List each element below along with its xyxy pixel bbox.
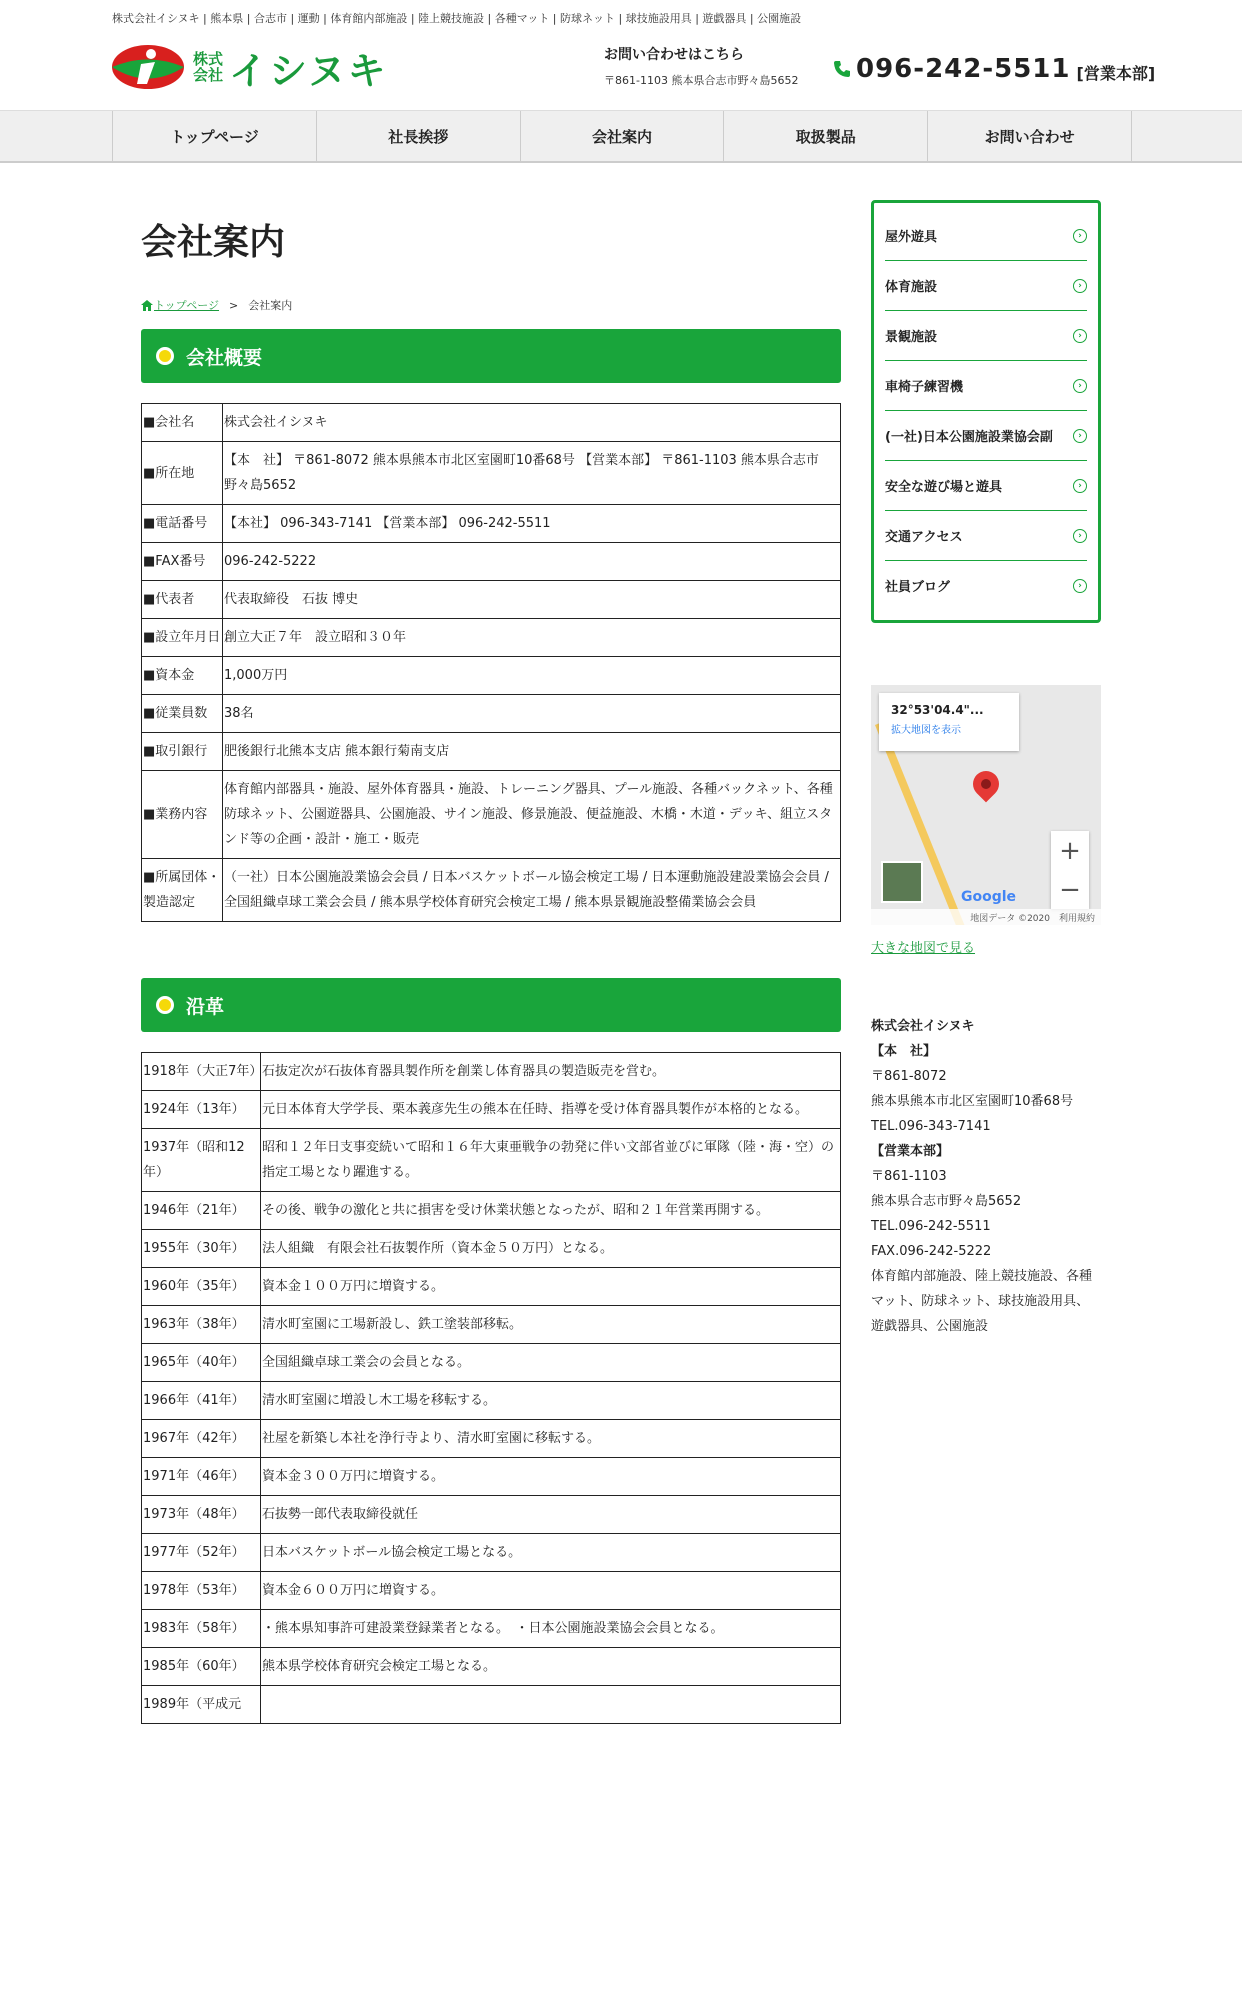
map-pin-icon	[968, 766, 1005, 803]
history-event: その後、戦争の激化と共に損害を受け休業状態となったが、昭和２１年営業再開する。	[261, 1192, 841, 1230]
overview-row	[142, 619, 841, 657]
overview-row	[142, 859, 841, 922]
history-year: 1973年（48年）	[142, 1496, 261, 1534]
history-row	[142, 1053, 841, 1091]
overview-key: ■所在地	[142, 442, 223, 505]
overview-key: ■従業員数	[142, 695, 223, 733]
overview-row	[142, 657, 841, 695]
overview-value: 体育館内部器具・施設、屋外体育器具・施設、トレーニング器具、プール施設、各種バックネット、各種防球ネット、公園遊器具、公園施設、サイン施設、修景施設、便益施設、木橋・木道・デッキ、組立スタンド等の企画・設計・施工・販売	[223, 771, 841, 859]
history-event: 石抜定次が石抜体育器具製作所を創業し体育器具の製造販売を営む。	[261, 1053, 841, 1091]
addr-sales-zip: 〒861-1103	[871, 1169, 947, 1184]
phone-block[interactable]	[832, 54, 1155, 84]
history-row	[142, 1344, 841, 1382]
breadcrumb	[141, 297, 841, 313]
history-event: 熊本県学校体育研究会検定工場となる。	[261, 1648, 841, 1686]
history-row	[142, 1230, 841, 1268]
history-year: 1955年（30年）	[142, 1230, 261, 1268]
history-heading	[141, 978, 841, 1032]
overview-value: 096-242-5222	[223, 543, 841, 581]
main-content	[141, 200, 841, 1724]
sidebar-menu-item[interactable]	[885, 361, 1087, 411]
history-event: 資本金１００万円に増資する。	[261, 1268, 841, 1306]
logo-small-2: 会社	[193, 66, 224, 84]
history-year: 1985年（60年）	[142, 1648, 261, 1686]
history-event: ・熊本県知事許可建設業登録業者となる。 ・日本公園施設業協会会員となる。	[261, 1610, 841, 1648]
sidebar-menu-label: 車椅子練習機	[885, 380, 964, 395]
sidebar-menu-item[interactable]	[885, 511, 1087, 561]
overview-row	[142, 543, 841, 581]
sidebar	[871, 200, 1101, 1339]
map-satellite-toggle[interactable]	[881, 861, 923, 903]
contact-title: お問い合わせはこちら	[604, 47, 744, 63]
breadcrumb-current: 会社案内	[248, 299, 293, 312]
sidebar-menu-item[interactable]	[885, 311, 1087, 361]
history-event: 石抜勢一郎代表取締役就任	[261, 1496, 841, 1534]
overview-value: 1,000万円	[223, 657, 841, 695]
chevron-right-icon: ›	[1073, 479, 1087, 493]
overview-value: （一社）日本公園施設業協会会員 / 日本バスケットボール協会検定工場 / 日本運動施設建設業協会会員 / 全国組織卓球工業会会員 / 熊本県学校体育研究会検定工場 / 熊本県景観施設整備業協会会員	[223, 859, 841, 922]
sidebar-menu-item[interactable]	[885, 561, 1087, 610]
history-year: 1971年（46年）	[142, 1458, 261, 1496]
map-enlarge-link[interactable]: 拡大地図を表示	[891, 725, 961, 736]
nav-top[interactable]: トップページ	[112, 111, 316, 161]
overview-row	[142, 442, 841, 505]
map-google-logo: Google	[961, 889, 1017, 905]
history-event: 日本バスケットボール協会検定工場となる。	[261, 1534, 841, 1572]
overview-key: ■資本金	[142, 657, 223, 695]
history-year: 1918年（大正7年）	[142, 1053, 261, 1091]
sidebar-menu-label: (一社)日本公園施設業協会副	[885, 430, 1053, 445]
overview-key: ■所属団体・製造認定	[142, 859, 223, 922]
company-logo[interactable]	[111, 43, 391, 91]
overview-row	[142, 771, 841, 859]
overview-key: ■電話番号	[142, 505, 223, 543]
sidebar-menu-label: 交通アクセス	[885, 530, 963, 545]
history-event: 昭和１２年日支事変続いて昭和１６年大東亜戦争の勃発に伴い文部省並びに軍隊（陸・海・空）の指定工場となり躍進する。	[261, 1129, 841, 1192]
history-row	[142, 1496, 841, 1534]
sidebar-menu-label: 屋外遊具	[885, 230, 938, 245]
addr-sales-label: 【営業本部】	[871, 1144, 950, 1159]
breadcrumb-home-link[interactable]: トップページ	[154, 299, 220, 312]
history-row	[142, 1458, 841, 1496]
overview-value: 代表取締役 石抜 博史	[223, 581, 841, 619]
map-large-link[interactable]: 大きな地図で見る	[871, 941, 976, 956]
history-row	[142, 1686, 841, 1724]
zoom-in-icon[interactable]: +	[1059, 835, 1081, 866]
overview-value: 肥後銀行北熊本支店 熊本銀行菊南支店	[223, 733, 841, 771]
sidebar-menu-label: 社員ブログ	[885, 580, 951, 595]
addr-sales-tel: TEL.096-242-5511	[871, 1219, 991, 1234]
chevron-right-icon: ›	[1073, 429, 1087, 443]
overview-value: 株式会社イシヌキ	[223, 404, 841, 442]
overview-row	[142, 505, 841, 543]
addr-hq-addr: 熊本県熊本市北区室園町10番68号	[871, 1094, 1074, 1109]
map-info-card	[879, 693, 1019, 751]
logo-small-1: 株式	[193, 50, 224, 68]
addr-sales-addr: 熊本県合志市野々島5652	[871, 1194, 1022, 1209]
contact-block	[604, 44, 798, 88]
history-row	[142, 1129, 841, 1192]
history-row	[142, 1420, 841, 1458]
history-event: 資本金３００万円に増資する。	[261, 1458, 841, 1496]
overview-row	[142, 695, 841, 733]
history-row	[142, 1382, 841, 1420]
nav-products[interactable]: 取扱製品	[723, 111, 927, 161]
logo-mark-icon	[111, 44, 185, 90]
addr-hq-label: 【本 社】	[871, 1044, 937, 1059]
overview-key: ■会社名	[142, 404, 223, 442]
addr-company: 株式会社イシヌキ	[871, 1019, 975, 1034]
heading-dot-icon	[156, 996, 174, 1014]
history-year: 1963年（38年）	[142, 1306, 261, 1344]
overview-value: 【本 社】 〒861-8072 熊本県熊本市北区室園町10番68号 【営業本部】 〒861-1103 熊本県合志市野々島5652	[223, 442, 841, 505]
history-year: 1924年（13年）	[142, 1091, 261, 1129]
overview-key: ■FAX番号	[142, 543, 223, 581]
addr-hq-zip: 〒861-8072	[871, 1069, 947, 1084]
chevron-right-icon: ›	[1073, 329, 1087, 343]
history-event: 全国組織卓球工業会の会員となる。	[261, 1344, 841, 1382]
phone-icon	[832, 59, 852, 79]
history-heading-text: 沿革	[186, 995, 225, 1018]
nav-contact[interactable]: お問い合わせ	[927, 111, 1132, 161]
addr-business: 体育館内部施設、陸上競技施設、各種マット、防球ネット、球技施設用具、遊戯器具、公園施設	[871, 1269, 1093, 1334]
history-row	[142, 1268, 841, 1306]
history-row	[142, 1306, 841, 1344]
sidebar-menu	[871, 200, 1101, 623]
overview-key: ■業務内容	[142, 771, 223, 859]
history-row	[142, 1091, 841, 1129]
history-row	[142, 1610, 841, 1648]
history-event: 清水町室園に工場新設し、鉄工塗装部移転。	[261, 1306, 841, 1344]
history-event: 法人組織 有限会社石抜製作所（資本金５０万円）となる。	[261, 1230, 841, 1268]
sidebar-menu-item[interactable]	[885, 261, 1087, 311]
logo-name: イシヌキ	[229, 48, 388, 93]
map-coordinate: 32°53'04.4"...	[891, 703, 984, 717]
history-event	[261, 1686, 841, 1724]
overview-row	[142, 581, 841, 619]
chevron-right-icon: ›	[1073, 229, 1087, 243]
sidebar-menu-item[interactable]	[885, 211, 1087, 261]
overview-key: ■取引銀行	[142, 733, 223, 771]
chevron-right-icon: ›	[1073, 579, 1087, 593]
history-event: 元日本体育大学学長、栗本義彦先生の熊本在任時、指導を受け体育器具製作が本格的となる。	[261, 1091, 841, 1129]
chevron-right-icon: ›	[1073, 529, 1087, 543]
phone-dept: [営業本部]	[1076, 63, 1156, 83]
history-event: 社屋を新築し本社を浄行寺より、清水町室園に移転する。	[261, 1420, 841, 1458]
chevron-right-icon: ›	[1073, 379, 1087, 393]
zoom-out-icon[interactable]: −	[1059, 874, 1081, 905]
history-year: 1977年（52年）	[142, 1534, 261, 1572]
history-year: 1960年（35年）	[142, 1268, 261, 1306]
home-icon	[141, 300, 153, 311]
addr-sales-fax: FAX.096-242-5222	[871, 1244, 992, 1259]
overview-key: ■設立年月日	[142, 619, 223, 657]
map-embed[interactable]	[871, 685, 1101, 925]
overview-value: 【本社】 096-343-7141 【営業本部】 096-242-5511	[223, 505, 841, 543]
overview-row	[142, 733, 841, 771]
global-nav	[0, 110, 1242, 163]
overview-key: ■代表者	[142, 581, 223, 619]
history-row	[142, 1192, 841, 1230]
history-year: 1967年（42年）	[142, 1420, 261, 1458]
overview-heading-text: 会社概要	[186, 346, 263, 369]
phone-number: 096-242-5511	[856, 54, 1071, 84]
sidebar-address	[871, 1014, 1101, 1339]
sidebar-menu-label: 安全な遊び場と遊具	[885, 480, 1003, 495]
history-year: 1937年（昭和12年）	[142, 1129, 261, 1192]
history-row	[142, 1534, 841, 1572]
history-year: 1966年（41年）	[142, 1382, 261, 1420]
history-event: 清水町室園に増設し木工場を移転する。	[261, 1382, 841, 1420]
nav-greeting[interactable]: 社長挨拶	[316, 111, 520, 161]
overview-row	[142, 404, 841, 442]
sidebar-menu-label: 景観施設	[885, 330, 938, 345]
history-year: 1978年（53年）	[142, 1572, 261, 1610]
header-topline: 株式会社イシヌキ | 熊本県 | 合志市 | 運動 | 体育館内部施設 | 陸上競技施設 | 各種マット | 防球ネット | 球技施設用具 | 遊戯器具 | 公園施設	[112, 12, 802, 25]
sidebar-menu-item[interactable]	[885, 461, 1087, 511]
heading-dot-icon	[156, 347, 174, 365]
chevron-right-icon: ›	[1073, 279, 1087, 293]
history-table	[141, 1052, 841, 1724]
contact-address: 〒861-1103 熊本県合志市野々島5652	[604, 74, 799, 87]
overview-value: 創立大正７年 設立昭和３０年	[223, 619, 841, 657]
overview-value: 38名	[223, 695, 841, 733]
nav-company[interactable]: 会社案内	[520, 111, 724, 161]
history-year: 1989年（平成元	[142, 1686, 261, 1724]
sidebar-menu-label: 体育施設	[885, 280, 938, 295]
map-footer: 地図データ ©2020 利用規約	[871, 909, 1101, 925]
overview-heading	[141, 329, 841, 383]
breadcrumb-separator: >	[229, 298, 239, 312]
history-row	[142, 1648, 841, 1686]
history-year: 1965年（40年）	[142, 1344, 261, 1382]
page-title: 会社案内	[141, 222, 286, 263]
overview-table	[141, 403, 841, 922]
history-year: 1946年（21年）	[142, 1192, 261, 1230]
map-zoom-control	[1051, 831, 1089, 909]
history-row	[142, 1572, 841, 1610]
sidebar-menu-item[interactable]	[885, 411, 1087, 461]
history-year: 1983年（58年）	[142, 1610, 261, 1648]
history-event: 資本金６００万円に増資する。	[261, 1572, 841, 1610]
addr-hq-tel: TEL.096-343-7141	[871, 1119, 991, 1134]
